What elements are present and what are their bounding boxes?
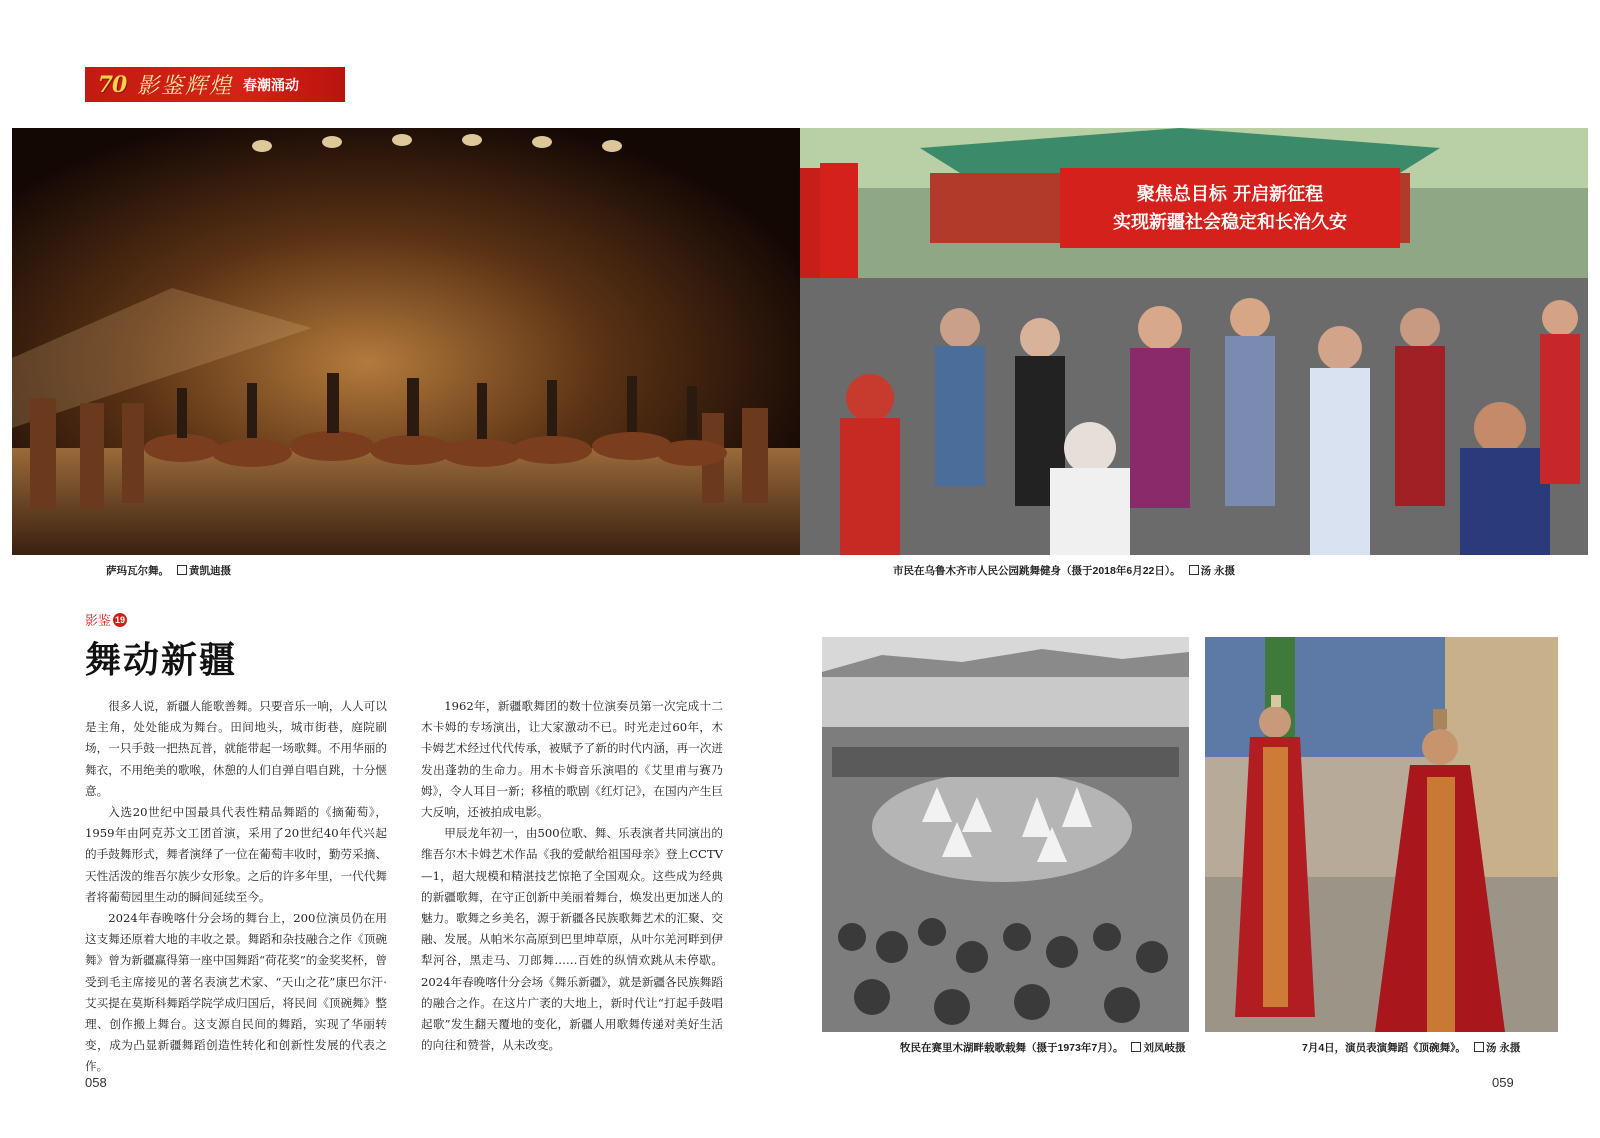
stage-dance-photo (12, 128, 800, 555)
banner-calligraphy: 影鉴辉煌 (137, 74, 234, 99)
paragraph: 甲辰龙年初一，由500位歌、舞、乐表演者共同演出的维吾尔木卡姆艺术作品《我的爱献给祖国母亲》登上CCTV—1，超大规模和精湛技艺惊艳了全国观众。这些成为经典的新疆歌舞，在守正创新中美丽着舞台，焕发出更加迷人的魅力。歌舞之乡美名，源于新疆各民族歌舞艺术的汇聚、交融、发展。从帕米尔高原到巴里坤草原，从叶尔羌河畔到伊犁河谷，黑走马、刀郎舞……百姓的纵情欢跳从未停歇。2024年春晚喀什分会场《舞乐新疆》，就是新疆各民族舞蹈的融合之作。在这片广袤的大地上，新时代让“打起手鼓唱起歌”发生翻天覆地的变化，新疆人用歌舞传递对美好生活的向往和赞誉，从未改变。 (421, 826, 723, 1053)
page-number-right: 059 (1492, 1075, 1514, 1090)
banner-subtitle: 春潮涌动 (243, 77, 300, 94)
paragraph: 1962年，新疆歌舞团的数十位演奏员第一次完成十二木卡姆的专场演出，让大家激动不已。时光走过60年，木卡姆艺术经过代代传承，被赋予了新的时代内涵，再一次迸发出蓬勃的生命力。用木卡姆音乐演唱的《艾里甫与赛乃姆》，令人耳目一新；移植的歌剧《红灯记》，在国内产生巨大反响，还被拍成电影。 (421, 699, 723, 820)
series-label: 影鉴 19 (85, 613, 126, 628)
lake-dance-photo (822, 637, 1189, 1032)
bowl-photo-caption: 7月4日，演员表演舞蹈《顶碗舞》。 汤 永摄 (1302, 1042, 1521, 1054)
article-column-1 (85, 696, 387, 1078)
park-banner-text-2: 实现新疆社会稳定和长治久安 (1113, 212, 1347, 233)
lake-photo-caption: 牧民在赛里木湖畔载歌载舞（摄于1973年7月）。 刘凤岐摄 (900, 1042, 1186, 1054)
anniversary-logo: 70 (97, 71, 127, 98)
paragraph: 2024年春晚喀什分会场的舞台上，200位演员仍在用这支舞还原着大地的丰收之景。舞蹈和杂技融合之作《顶碗舞》曾为新疆赢得第一座中国舞蹈“荷花奖”的金奖奖杯，曾受到毛主席接见的著名表演艺术家、“天山之花”康巴尔汗·艾买提在莫斯科舞蹈学院学成归国后，将民间《顶碗舞》整理、创作搬上舞台。这支源自民间的舞蹈，实现了华丽转变，成为凸显新疆舞蹈创造性转化和创新性发展的代表之作。 (85, 911, 387, 1074)
stage-photo-caption: 萨玛瓦尔舞。 黄凯迪摄 (106, 565, 231, 577)
park-dance-photo (800, 128, 1588, 555)
page-number-left: 058 (85, 1075, 107, 1090)
article-column-2 (421, 696, 723, 1056)
park-photo-caption: 市民在乌鲁木齐市人民公园跳舞健身（摄于2018年6月22日）。 汤 永摄 (893, 565, 1236, 577)
bowl-dance-photo (1205, 637, 1558, 1032)
park-banner-text-1: 聚焦总目标 开启新征程 (1136, 184, 1324, 205)
section-banner (85, 67, 345, 102)
paragraph: 很多人说，新疆人能歌善舞。只要音乐一响，人人可以是主角，处处能成为舞台。田间地头，城市街巷，庭院刷场，一只手鼓一把热瓦普，就能带起一场歌舞。不用华丽的舞衣，不用绝美的歌喉，休憩的人们自弹自唱自跳，十分惬意。 (85, 699, 387, 798)
article-title: 舞动新疆 (85, 639, 238, 681)
paragraph: 入选20世纪中国最具代表性精品舞蹈的《摘葡萄》，1959年由阿克苏文工团首演，采用了20世纪40年代兴起的手鼓舞形式，舞者演绎了一位在葡萄丰收时，勤劳采摘、天性活泼的维吾尔族少女形象。之后的许多年里，一代代舞者将葡萄园里生动的瞬间延续至今。 (85, 805, 387, 904)
